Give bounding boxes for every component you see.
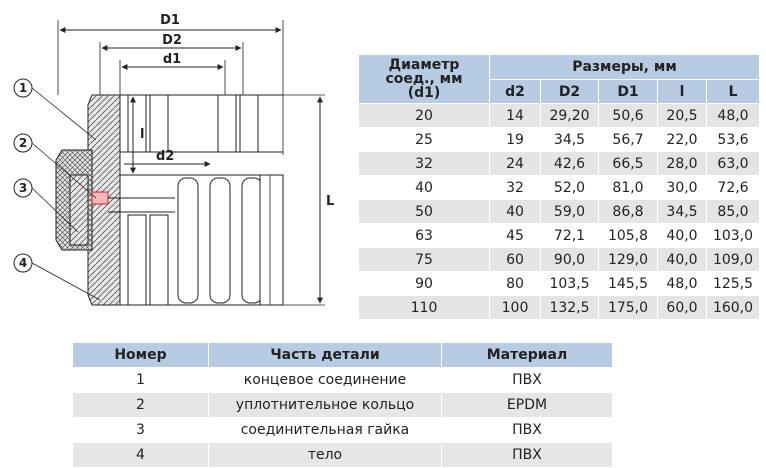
table-cell: EPDM: [442, 393, 613, 418]
table-cell: 22,0: [658, 128, 707, 152]
table-cell: 19: [490, 128, 541, 152]
table-cell: 3: [73, 418, 209, 443]
table-cell: 50,6: [599, 104, 658, 128]
table-cell: 40: [359, 176, 490, 200]
callout-1: 1: [18, 81, 28, 95]
table-cell: 103,5: [541, 272, 599, 296]
table-cell: уплотнительное кольцо: [209, 393, 442, 418]
table-cell: 125,5: [707, 272, 760, 296]
dimensions-table: [358, 54, 760, 320]
table-cell: 25: [359, 128, 490, 152]
table-cell: 2: [73, 393, 209, 418]
table-cell: 14: [490, 104, 541, 128]
table-cell: 63,0: [707, 152, 760, 176]
header-diameter: Диаметр соед., мм (d1): [359, 55, 490, 104]
table-cell: 30,0: [658, 176, 707, 200]
table-cell: 129,0: [599, 248, 658, 272]
table-cell: 175,0: [599, 296, 658, 320]
table-row: [359, 176, 760, 200]
header-sizes: Размеры, мм: [490, 55, 760, 80]
header-part: Часть детали: [209, 343, 442, 368]
table-row: [73, 368, 613, 393]
table-row: [359, 248, 760, 272]
table-cell: 66,5: [599, 152, 658, 176]
table-cell: 132,5: [541, 296, 599, 320]
table-cell: 29,20: [541, 104, 599, 128]
callout-3: 3: [18, 181, 28, 195]
table-cell: 85,0: [707, 200, 760, 224]
table-row: [359, 128, 760, 152]
table-row: [359, 296, 760, 320]
table-cell: 72,6: [707, 176, 760, 200]
dim-d1-label: d1: [162, 52, 182, 67]
table-cell: 72,1: [541, 224, 599, 248]
callout-4: 4: [18, 256, 28, 270]
table-cell: 60: [490, 248, 541, 272]
table-cell: 110: [359, 296, 490, 320]
table-cell: 56,7: [599, 128, 658, 152]
parts-table: [72, 342, 613, 468]
table-row: [359, 200, 760, 224]
table-row: [359, 104, 760, 128]
table-cell: 20: [359, 104, 490, 128]
technical-drawing: [0, 0, 350, 340]
table-cell: 160,0: [707, 296, 760, 320]
col-l: l: [658, 80, 707, 104]
callout-2: 2: [18, 136, 28, 150]
table-cell: 105,8: [599, 224, 658, 248]
table-cell: 103,0: [707, 224, 760, 248]
table-cell: 40,0: [658, 224, 707, 248]
table-cell: 60,0: [658, 296, 707, 320]
table-cell: ПВХ: [442, 368, 613, 393]
table-cell: ПВХ: [442, 443, 613, 468]
table-cell: 20,5: [658, 104, 707, 128]
table-cell: 32: [359, 152, 490, 176]
col-D2: D2: [541, 80, 599, 104]
table-cell: концевое соединение: [209, 368, 442, 393]
table-cell: 80: [490, 272, 541, 296]
table-cell: 45: [490, 224, 541, 248]
table-cell: 90,0: [541, 248, 599, 272]
table-row: [359, 224, 760, 248]
table-cell: 42,6: [541, 152, 599, 176]
col-d2: d2: [490, 80, 541, 104]
table-cell: 28,0: [658, 152, 707, 176]
table-cell: соединительная гайка: [209, 418, 442, 443]
table-cell: 100: [490, 296, 541, 320]
col-D1: D1: [599, 80, 658, 104]
table-row: [73, 393, 613, 418]
table-cell: тело: [209, 443, 442, 468]
table-cell: 32: [490, 176, 541, 200]
table-row: [73, 418, 613, 443]
table-cell: 34,5: [541, 128, 599, 152]
table-row: [73, 443, 613, 468]
dim-L-label: L: [326, 194, 335, 209]
table-cell: 75: [359, 248, 490, 272]
table-cell: 63: [359, 224, 490, 248]
table-cell: 34,5: [658, 200, 707, 224]
table-cell: 52,0: [541, 176, 599, 200]
table-cell: 59,0: [541, 200, 599, 224]
table-row: [359, 152, 760, 176]
table-cell: 40: [490, 200, 541, 224]
table-cell: 145,5: [599, 272, 658, 296]
dim-l-label: l: [140, 127, 145, 142]
header-material: Материал: [442, 343, 613, 368]
table-cell: ПВХ: [442, 418, 613, 443]
dim-D1-label: D1: [160, 13, 180, 28]
table-cell: 24: [490, 152, 541, 176]
table-cell: 4: [73, 443, 209, 468]
table-cell: 48,0: [658, 272, 707, 296]
header-number: Номер: [73, 343, 209, 368]
dim-D2-label: D2: [162, 33, 182, 48]
col-L: L: [707, 80, 760, 104]
table-row: [359, 272, 760, 296]
table-cell: 109,0: [707, 248, 760, 272]
table-cell: 86,8: [599, 200, 658, 224]
dim-d2-label: d2: [156, 149, 175, 164]
table-cell: 1: [73, 368, 209, 393]
table-cell: 53,6: [707, 128, 760, 152]
table-cell: 48,0: [707, 104, 760, 128]
table-cell: 90: [359, 272, 490, 296]
table-cell: 50: [359, 200, 490, 224]
table-cell: 40,0: [658, 248, 707, 272]
table-cell: 81,0: [599, 176, 658, 200]
